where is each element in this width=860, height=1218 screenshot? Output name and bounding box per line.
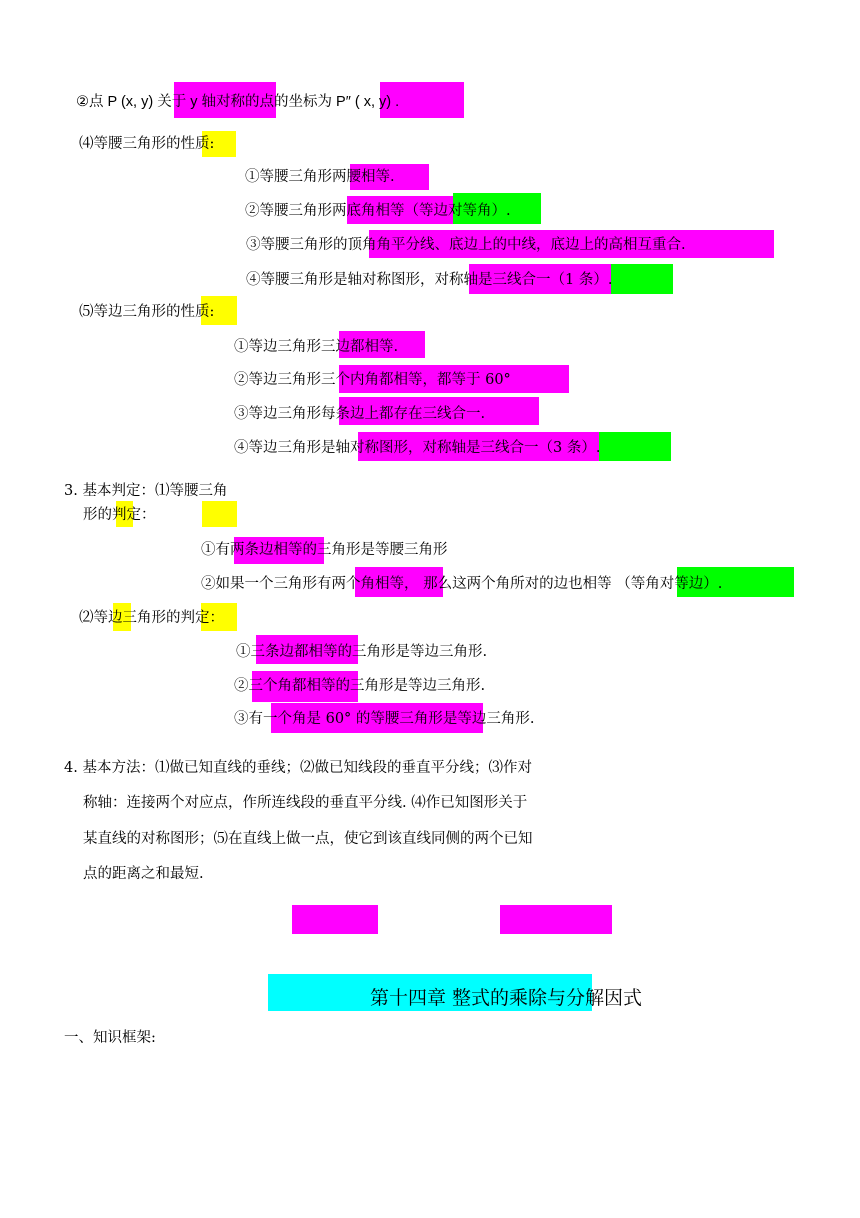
basic-methods-line-1: 4. 基本方法：⑴做已知直线的垂线；⑵做已知线段的垂直平分线；⑶作对: [64, 760, 532, 776]
basic-methods-line-3: 某直线的对称图形；⑸在直线上做一点，使它到该直线同侧的两个已知: [83, 831, 533, 847]
equilateral-judgement-3: ③有一个角是 60° 的等腰三角形是等边三角形.: [234, 711, 535, 727]
highlight-block: [202, 501, 237, 527]
equilateral-judgement-1: ①三条边都相等的三角形是等边三角形.: [236, 644, 488, 660]
isosceles-judgement-1: ①有两条边相等的三角形是等腰三角形: [201, 542, 448, 558]
highlight-block: [500, 905, 612, 934]
equilateral-property-2: ②等边三角形三个内角都相等，都等于 60°: [234, 372, 511, 388]
isosceles-property-4: ④等腰三角形是轴对称图形，对称轴是三线合一（1 条）.: [246, 272, 613, 288]
isosceles-property-3: ③等腰三角形的顶角角平分线、底边上的中线，底边上的高相互重合.: [246, 237, 686, 253]
isosceles-property-2: ②等腰三角形两底角相等（等边对等角）.: [245, 203, 511, 219]
basic-judgement-line-2: 形的判定：: [83, 507, 156, 523]
equilateral-property-3: ③等边三角形每条边上都存在三线合一.: [234, 406, 486, 422]
chapter-title: 第十四章 整式的乘除与分解因式: [370, 987, 643, 1009]
basic-methods-line-2: 称轴：连接两个对应点，作所连线段的垂直平分线. ⑷作已知图形关于: [83, 795, 528, 811]
knowledge-framework-heading: 一、知识框架:: [64, 1030, 156, 1046]
point-p-symmetry-line: ②点 P (x, y) 关于 y 轴对称的点的坐标为 P″ ( x, y) .: [76, 94, 400, 110]
equilateral-properties-heading: ⑸等边三角形的性质:: [79, 304, 215, 320]
isosceles-property-1: ①等腰三角形两腰相等.: [245, 169, 395, 185]
isosceles-judgement-2: ②如果一个三角形有两个角相等， 那么这两个角所对的边也相等 （等角对等边）.: [201, 576, 723, 592]
highlight-block: [611, 264, 673, 294]
basic-methods-line-4: 点的距离之和最短.: [83, 866, 204, 882]
equilateral-judgement-heading: ⑵等边三角形的判定：: [79, 610, 224, 626]
highlight-block: [292, 905, 378, 934]
basic-judgement-line-1: 3. 基本判定：⑴等腰三角: [64, 483, 228, 499]
equilateral-judgement-2: ②三个角都相等的三角形是等边三角形.: [234, 678, 486, 694]
highlight-block: [599, 432, 671, 461]
isosceles-properties-heading: ⑷等腰三角形的性质:: [79, 136, 215, 152]
equilateral-property-4: ④等边三角形是轴对称图形，对称轴是三线合一（3 条）.: [234, 440, 601, 456]
equilateral-property-1: ①等边三角形三边都相等.: [234, 339, 399, 355]
